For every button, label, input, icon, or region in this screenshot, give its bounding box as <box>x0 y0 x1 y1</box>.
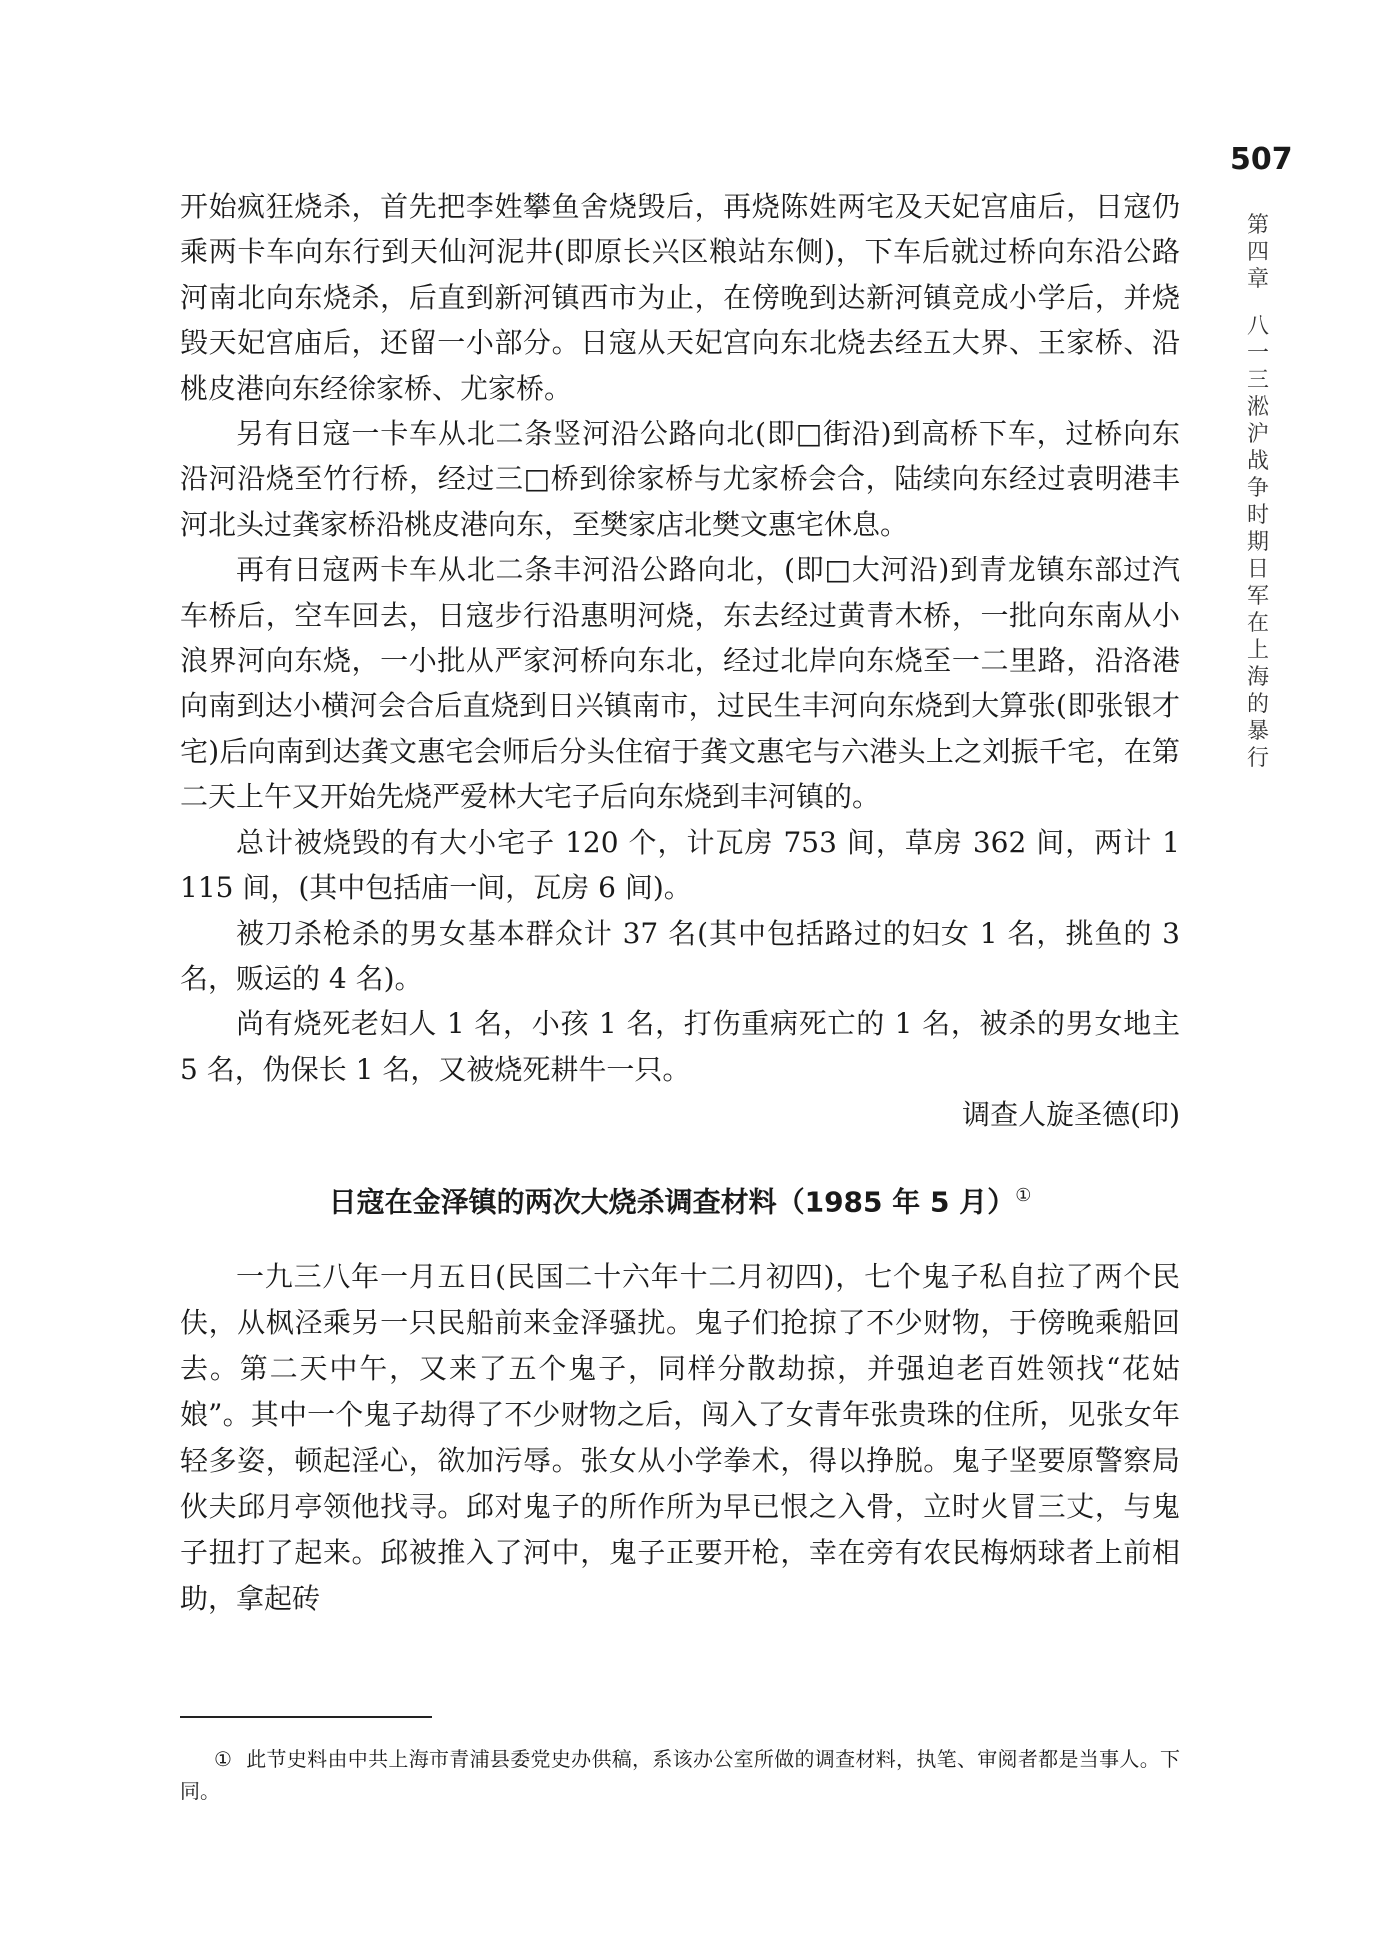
footnote-divider <box>180 1716 432 1718</box>
paragraph: 总计被烧毁的有大小宅子 120 个，计瓦房 753 间，草房 362 间，两计 1 115 间，(其中包括庙一间，瓦房 6 间)。 <box>180 825 1180 905</box>
running-head-title: 八一三淞沪战争时期日军在上海的暴行 <box>1246 314 1269 771</box>
paragraph: 尚有烧死老妇人 1 名，小孩 1 名，打伤重病死亡的 1 名，被杀的男女地主 5 名，伪保长 1 名，又被烧死耕牛一只。 <box>180 1007 1180 1086</box>
section-title-text: 日寇在金泽镇的两次大烧杀调查材料（1985 年 5 月） <box>328 1184 1016 1218</box>
signature: 调查人旋圣德(印) <box>962 1098 1180 1132</box>
paragraph: 再有日寇两卡车从北二条丰河沿公路向北，(即□大河沿)到青龙镇东部过汽车桥后，空车回去，日寇步行沿惠明河烧，东去经过黄青木桥，一批向东南从小浪界河向东烧，一小批从严家河桥向东北，经过北岸向东烧至一二里路，沿洛港向南到达小横河会合后直烧到日兴镇南市，过民生丰河向东烧到大算张(即张银才宅)后向南到达龚文惠宅会师后分头住宿于龚文惠宅与六港头上之刘振千宅，在第二天上午又开始先烧严爱林大宅子后向东烧到丰河镇的。 <box>180 553 1180 814</box>
footnote-text: 此节史料由中共上海市青浦县委党史办供稿，系该办公室所做的调查材料，执笔、审阅者都是当事人。下同。 <box>180 1747 1181 1803</box>
paragraph: 一九三八年一月五日(民国二十六年十二月初四)，七个鬼子私自拉了两个民伕，从枫泾乘另一只民船前来金泽骚扰。鬼子们抢掠了不少财物，于傍晚乘船回去。第二天中午，又来了五个鬼子，同样分散劫掠，并强迫老百姓领找“花姑娘”。其中一个鬼子劫得了不少财物之后，闯入了女青年张贵珠的住所，见张女年轻多姿，顿起淫心，欲加污辱。张女从小学拳术，得以挣脱。鬼子坚要原警察局伙夫邱月亭领他找寻。邱对鬼子的所作所为早已恨之入骨，立时火冒三丈，与鬼子扭打了起来。邱被推入了河中，鬼子正要开枪，幸在旁有农民梅炳球者上前相助，拿起砖 <box>180 1259 1180 1615</box>
running-head-chapter: 第四章 <box>1246 213 1269 292</box>
running-head-gap <box>1243 293 1273 313</box>
paragraph: 开始疯狂烧杀，首先把李姓攀鱼舍烧毁后，再烧陈姓两宅及天妃宫庙后，日寇仍乘两卡车向东行到天仙河泥井(即原长兴区粮站东侧)，下车后就过桥向东沿公路河南北向东烧杀，后直到新河镇西市为止，在傍晚到达新河镇竞成小学后，并烧毁天妃宫庙后，还留一小部分。日寇从天妃宫向东北烧去经五大界、王家桥、沿桃皮港向东经徐家桥、尤家桥。 <box>180 190 1180 405</box>
footnote <box>180 1743 1180 1807</box>
main-text <box>180 184 1180 1622</box>
section-title <box>180 1175 1180 1223</box>
footnote-ref[interactable]: ① <box>1015 1184 1032 1206</box>
section2-body <box>180 1254 1180 1622</box>
paragraph: 被刀杀枪杀的男女基本群众计 37 名(其中包括路过的妇女 1 名，挑鱼的 3 名，贩运的 4 名)。 <box>180 916 1180 995</box>
paragraph: 另有日寇一卡车从北二条竖河沿公路向北(即□街沿)到高桥下车，过桥向东沿河沿烧至竹行桥，经过三□桥到徐家桥与尤家桥会合，陆续向东经过袁明港丰河北头过龚家桥沿桃皮港向东，至樊家店北樊文惠宅休息。 <box>180 417 1180 541</box>
running-head <box>1243 212 1273 772</box>
footnote-mark: ① <box>214 1747 233 1771</box>
page-number: 507 <box>1230 142 1293 177</box>
